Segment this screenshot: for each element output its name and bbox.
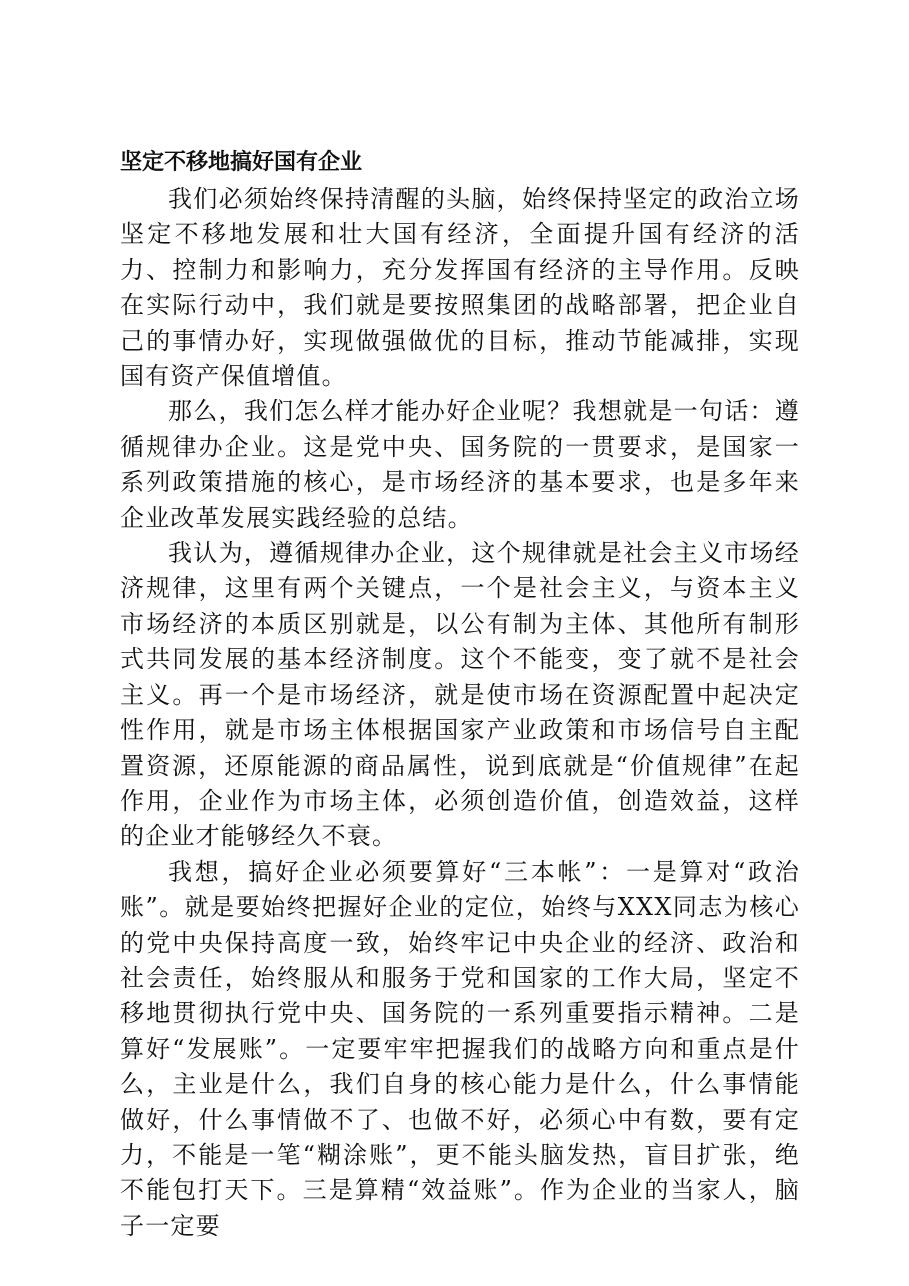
paragraph-1: 我们必须始终保持清醒的头脑，始终保持坚定的政治立场坚定不移地发展和壮大国有经济，全面提升国有经济的活力、控制力和影响力，充分发挥国有经济的主导作用。反映在实际行动中，我们就是要按照集团的战略部署，把企业自己的事情办好，实现做强做优的目标，推动节能减排，实现国有资产保值增值。: [120, 185, 800, 391]
paragraph-3: 我认为，遵循规律办企业，这个规律就是社会主义市场经济规律，这里有两个关键点，一个是社会主义，与资本主义市场经济的本质区别就是，以公有制为主体、其他所有制形式共同发展的基本经济制度。这个不能变，变了就不是社会主义。再一个是市场经济，就是使市场在资源配置中起决定性作用，就是市场主体根据国家产业政策和市场信号自主配置资源，还原能源的商品属性，说到底就是“价值规律”在起作用，企业作为市场主体，必须创造价值，创造效益，这样的企业才能够经久不衰。: [120, 539, 800, 851]
paragraph-4: 我想，搞好企业必须要算好“三本帐”：一是算对“政治账”。就是要始终把握好企业的定位，始终与XXX同志为核心的党中央保持高度一致，始终牢记中央企业的经济、政治和社会责任，始终服从和服务于党和国家的工作大局，坚定不移地贯彻执行党中央、国务院的一系列重要指示精神。二是算好“发展账”。一定要牢牢把握我们的战略方向和重点是什么，主业是什么，我们自身的核心能力是什么，什么事情能做好，什么事情做不了、也做不好，必须心中有数，要有定力，不能是一笔“糊涂账”，更不能头脑发热，盲目扩张，绝不能包打天下。三是算精“效益账”。作为企业的当家人，脑子一定要: [120, 857, 800, 1240]
document-page: [120, 146, 800, 1244]
document-title: 坚定不移地搞好国有企业: [120, 150, 363, 175]
paragraph-2: 那么，我们怎么样才能办好企业呢？我想就是一句话：遵循规律办企业。这是党中央、国务院的一贯要求，是国家一系列政策措施的核心，是市场经济的基本要求，也是多年来企业改革发展实践经验的总结。: [120, 397, 800, 532]
